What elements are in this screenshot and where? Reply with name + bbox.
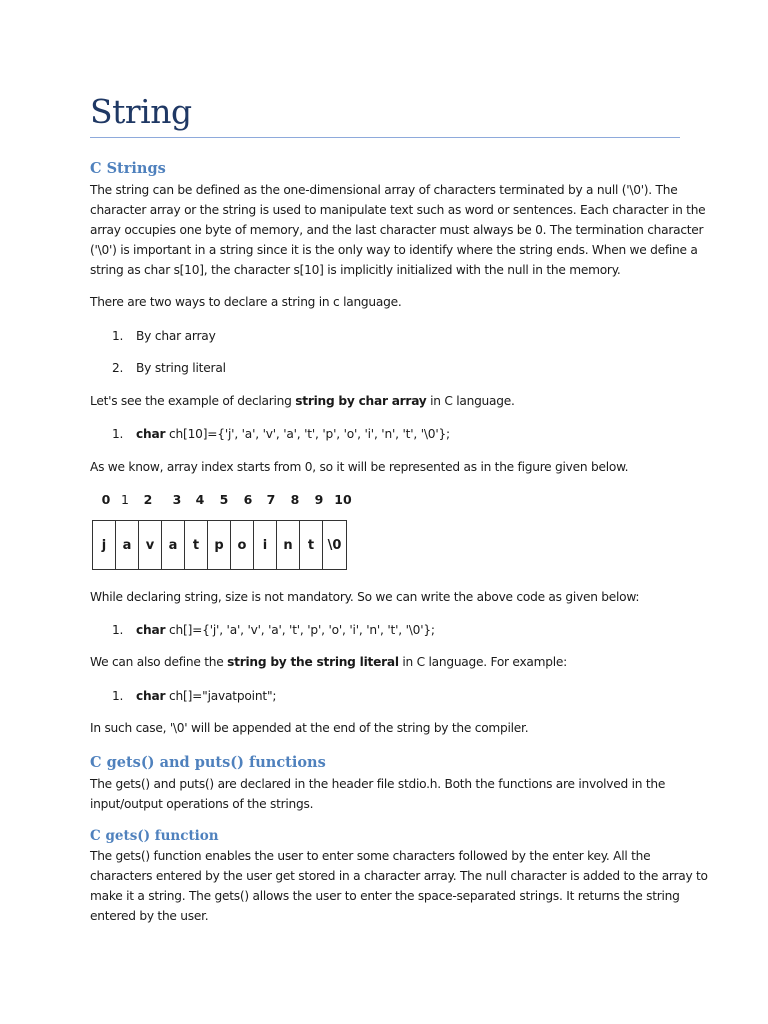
paragraph-line: ('\0') is important in a string since it is the only way to identify where the string ends. When we define a	[90, 243, 698, 257]
array-index: 7	[266, 492, 276, 507]
array-index: 5	[219, 492, 229, 507]
code-keyword: char	[136, 689, 166, 703]
array-cell: t	[185, 521, 208, 569]
code-text: ch[]={'j', 'a', 'v', 'a', 't', 'p', 'o', 'i', 'n', 't', '\0'};	[165, 623, 435, 637]
paragraph-line: The string can be defined as the one-dimensional array of characters terminated by a null ('\0'). The	[90, 183, 678, 197]
paragraph-line: characters entered by the user get stored in a character array. The null character is added to the array to	[90, 869, 708, 883]
section-heading-c-strings: C Strings	[90, 160, 166, 177]
array-cell: a	[116, 521, 139, 569]
array-index: 6	[243, 492, 253, 507]
array-index: 9	[314, 492, 324, 507]
code-example-1	[112, 424, 450, 444]
list-number: 1.	[112, 623, 124, 637]
array-index: 1	[121, 492, 129, 507]
array-cell: \0	[327, 537, 342, 553]
list-number: 1.	[112, 689, 124, 703]
example-text: Let's see the example of declaring	[90, 394, 296, 408]
literal-paragraph	[90, 652, 682, 672]
array-index: 0	[101, 492, 111, 507]
gets-puts-paragraph	[90, 774, 682, 814]
char-array-figure	[92, 520, 347, 570]
example-text-end: in C language.	[426, 394, 515, 408]
array-index: 3	[172, 492, 182, 507]
code-keyword: char	[136, 623, 166, 637]
array-cell: t	[300, 521, 323, 569]
array-cell: j	[93, 521, 116, 569]
list-number: 1.	[112, 427, 124, 441]
literal-bold: string by the string literal	[227, 655, 399, 669]
page-title: String	[90, 92, 192, 131]
list-number: 1.	[112, 329, 124, 343]
index-paragraph: As we know, array index starts from 0, so it will be represented as in the figure given below.	[90, 460, 629, 474]
array-cell: p	[208, 521, 231, 569]
paragraph-line: input/output operations of the strings.	[90, 797, 314, 811]
example-bold: string by char array	[295, 394, 427, 408]
section-heading-gets-function: C gets() function	[90, 828, 219, 844]
gets-function-paragraph	[90, 846, 708, 926]
paragraph-line: array occupies one byte of memory, and the last character must always be 0. The termination character	[90, 223, 704, 237]
paragraph-line: entered by the user.	[90, 909, 209, 923]
list-text: By string literal	[136, 361, 226, 375]
paragraph-line: string as char s[10], the character s[10] is implicitly initialized with the null in the memory.	[90, 263, 621, 277]
array-cell: n	[277, 521, 300, 569]
list-item	[112, 326, 216, 346]
append-paragraph: In such case, '\0' will be appended at the end of the string by the compiler.	[90, 721, 529, 735]
size-paragraph: While declaring string, size is not mandatory. So we can write the above code as given below:	[90, 590, 640, 604]
array-index: 2	[143, 492, 153, 507]
paragraph-line: make it a string. The gets() allows the user to enter the space-separated strings. It returns the string	[90, 889, 680, 903]
array-index: 10	[334, 492, 352, 507]
code-example-3	[112, 686, 276, 706]
ways-paragraph: There are two ways to declare a string in c language.	[90, 295, 402, 309]
paragraph-line: The gets() and puts() are declared in the header file stdio.h. Both the functions are involved in the	[90, 777, 666, 791]
code-text: ch[]="javatpoint";	[165, 689, 277, 703]
code-keyword: char	[136, 427, 166, 441]
example-paragraph	[90, 391, 682, 411]
section-heading-gets-puts: C gets() and puts() functions	[90, 754, 326, 771]
literal-text-end: in C language. For example:	[398, 655, 567, 669]
c-strings-intro	[90, 180, 706, 280]
array-index: 4	[195, 492, 205, 507]
array-cell: i	[254, 521, 277, 569]
code-example-2	[112, 620, 435, 640]
literal-text: We can also define the	[90, 655, 228, 669]
code-text: ch[10]={'j', 'a', 'v', 'a', 't', 'p', 'o', 'i', 'n', 't', '\0'};	[165, 427, 450, 441]
title-divider	[90, 137, 680, 138]
paragraph-line: character array or the string is used to manipulate text such as word or sentences. Each character in the	[90, 203, 706, 217]
array-index: 8	[290, 492, 300, 507]
paragraph-line: The gets() function enables the user to enter some characters followed by the enter key. All the	[90, 849, 651, 863]
list-number: 2.	[112, 361, 124, 375]
list-item	[112, 358, 226, 378]
array-cell: v	[139, 521, 162, 569]
list-text: By char array	[136, 329, 216, 343]
array-cell: a	[162, 521, 185, 569]
array-cell: o	[231, 521, 254, 569]
